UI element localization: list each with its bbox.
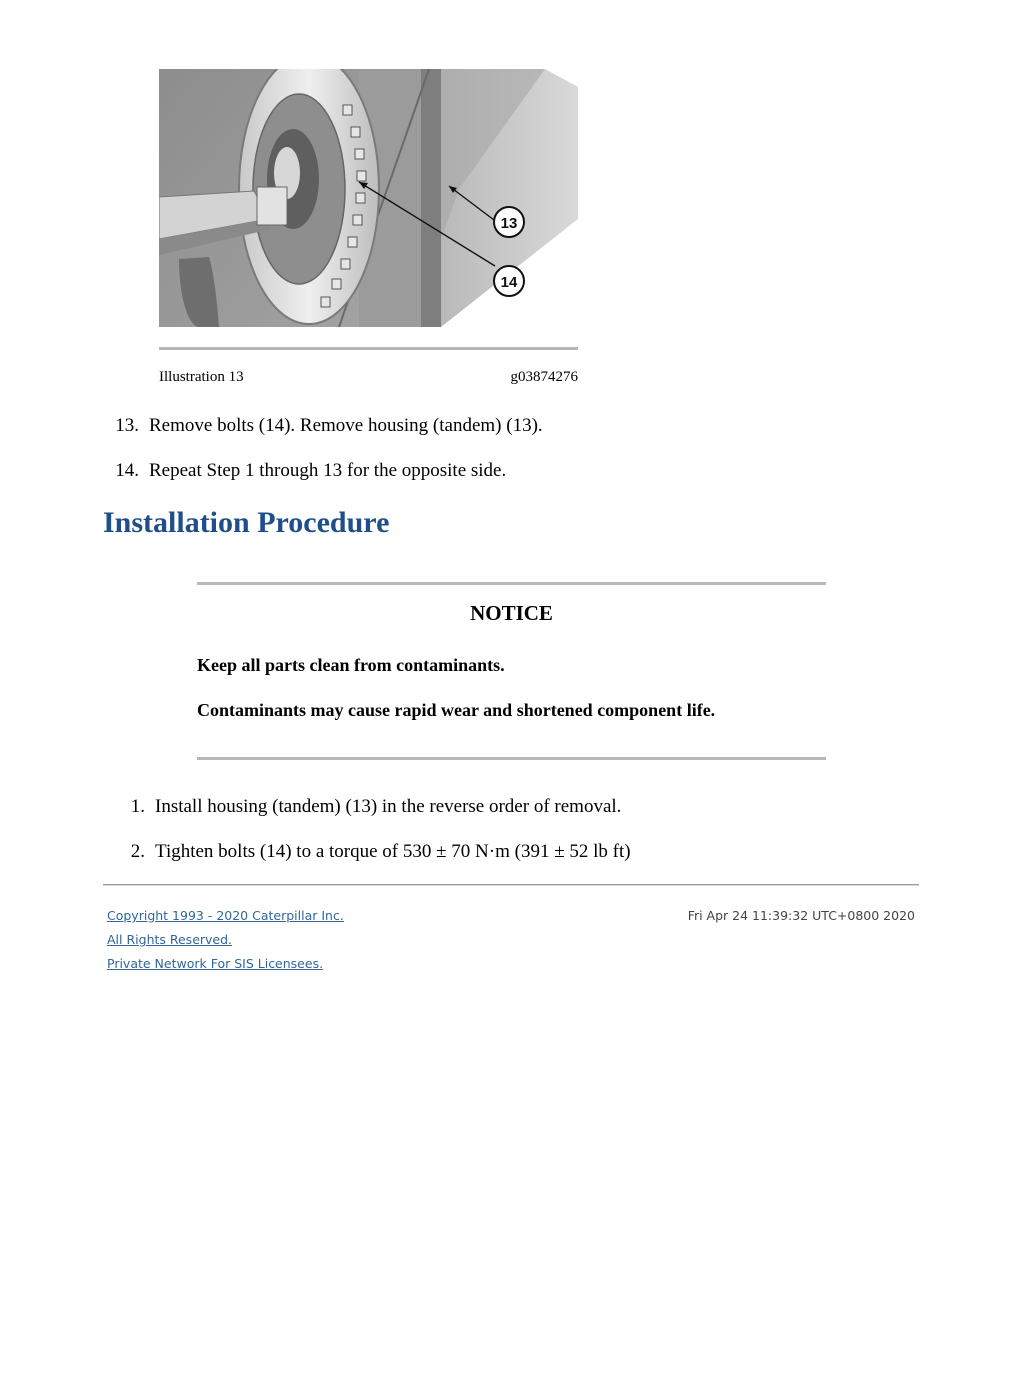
notice-title: NOTICE [470, 601, 553, 625]
section-title: Installation Procedure [103, 506, 390, 539]
list-item [119, 841, 631, 863]
list-item [113, 415, 543, 437]
illustration-13 [159, 69, 578, 327]
figure-caption-label: Illustration 13 [159, 369, 244, 385]
callout-13-label: 13 [500, 215, 518, 232]
list-item [113, 460, 506, 482]
notice-line: Keep all parts clean from contaminants. [197, 655, 505, 675]
notice-top-divider [197, 582, 826, 585]
housing-drawing [159, 69, 578, 327]
rights-link[interactable]: All Rights Reserved. [107, 932, 233, 947]
network-link[interactable]: Private Network For SIS Licensees. [107, 956, 324, 971]
step-number: 1. [130, 796, 145, 817]
step-text: Tighten bolts (14) to a torque of 530 ± 70 N·m (391 ± 52 lb ft) [155, 841, 631, 862]
step-text: Install housing (tandem) (13) in the reverse order of removal. [155, 796, 622, 817]
copyright-link[interactable]: Copyright 1993 - 2020 Caterpillar Inc. [107, 908, 344, 923]
callout-14-label: 14 [500, 274, 518, 291]
step-number: 13. [115, 415, 139, 436]
step-number: 2. [130, 841, 145, 862]
notice-bottom-divider [197, 757, 826, 760]
figure-caption-id: g03874276 [510, 369, 578, 385]
list-item [119, 796, 621, 818]
notice-line: Contaminants may cause rapid wear and shortened component life. [197, 700, 716, 720]
footer-divider [103, 884, 919, 886]
step-text: Remove bolts (14). Remove housing (tandem) (13). [149, 415, 543, 436]
footer-timestamp: Fri Apr 24 11:39:32 UTC+0800 2020 [687, 908, 915, 923]
figure-divider [159, 347, 578, 350]
step-text: Repeat Step 1 through 13 for the opposite side. [149, 460, 507, 481]
step-number: 14. [115, 460, 139, 481]
